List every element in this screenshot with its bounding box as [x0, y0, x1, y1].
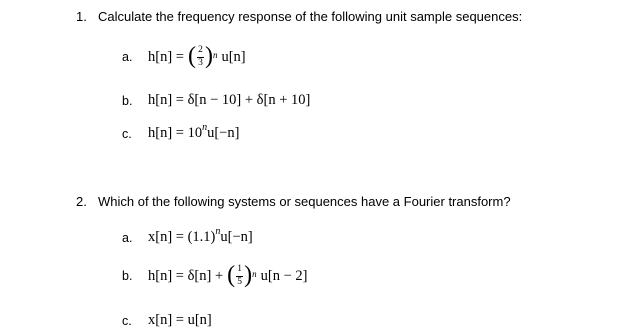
- equation: [148, 226, 253, 246]
- exponent: n: [252, 269, 257, 279]
- fraction: [236, 265, 243, 287]
- item-1b: [122, 92, 310, 109]
- item-label: a.: [122, 50, 133, 64]
- equation: h[n] = δ[n − 10] + δ[n + 10]: [148, 92, 311, 108]
- fraction-numerator: 1: [237, 264, 243, 274]
- question-number: 2.: [76, 194, 87, 209]
- exponent: n: [212, 50, 218, 60]
- fraction: [197, 46, 204, 68]
- exponent: n: [215, 226, 221, 237]
- open-paren: (: [227, 262, 236, 288]
- equation-pre: x[n] = (1.1): [148, 229, 216, 245]
- item-1c: [122, 122, 240, 142]
- close-paren: ): [204, 43, 213, 69]
- equation-pre: h[n] = 10: [148, 125, 203, 141]
- item-1a: [122, 45, 246, 69]
- item-label: b.: [122, 93, 133, 108]
- close-paren: ): [244, 262, 253, 288]
- item-label: c.: [122, 126, 132, 141]
- equation-post: u[−n]: [207, 125, 240, 141]
- equation-lhs: h[n] =: [148, 48, 184, 65]
- question-text: Calculate the frequency response of the following unit sample sequences:: [98, 9, 523, 24]
- equation: x[n] = u[n]: [148, 312, 212, 328]
- equation: [148, 45, 246, 69]
- item-2c: [122, 312, 212, 329]
- item-2b: [122, 264, 307, 288]
- item-label: c.: [122, 313, 132, 328]
- item-label: b.: [122, 269, 133, 283]
- equation: [148, 122, 240, 142]
- open-paren: (: [187, 43, 196, 69]
- question-text: Which of the following systems or sequences have a Fourier transform?: [98, 194, 511, 209]
- equation-post: u[−n]: [220, 229, 253, 245]
- item-2a: [122, 226, 253, 246]
- fraction-denominator: 3: [198, 57, 203, 68]
- equation: [148, 264, 307, 288]
- exponent: n: [202, 122, 208, 133]
- fraction-numerator: 2: [198, 45, 203, 55]
- equation-rhs: u[n − 2]: [260, 267, 308, 284]
- item-label: a.: [122, 230, 133, 245]
- fraction-denominator: 5: [237, 276, 243, 287]
- equation-rhs: u[n]: [221, 48, 246, 65]
- equation-lhs: h[n] = δ[n] +: [148, 267, 224, 284]
- question-number: 1.: [76, 9, 87, 24]
